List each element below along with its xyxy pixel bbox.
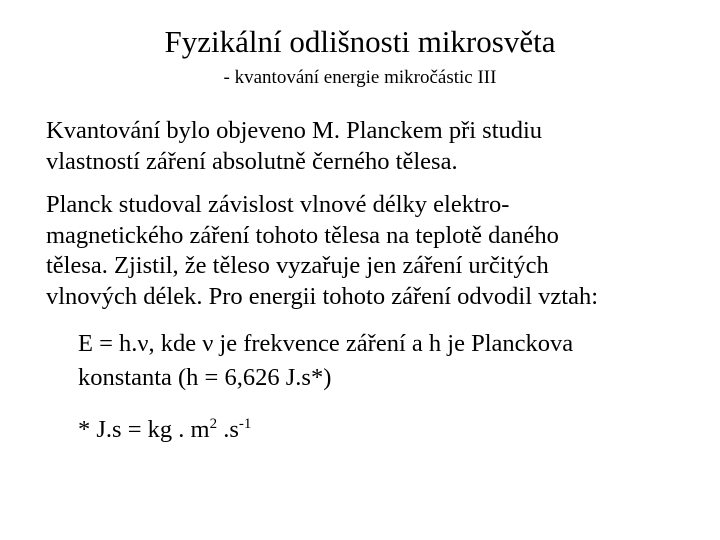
footnote-text: * J.s = kg . m	[78, 416, 210, 443]
paragraph-line: Planck studoval závislost vlnové délky elektro-	[46, 191, 510, 218]
slide-title: Fyzikální odlišnosti mikrosvěta	[164, 24, 556, 59]
paragraph-line: Kvantování bylo objeveno M. Planckem při studiu	[46, 117, 543, 144]
paragraph-planck-discovery	[46, 116, 696, 177]
paragraph-line: tělesa. Zjistil, že těleso vyzařuje jen záření určitých	[46, 252, 549, 279]
footnote-exponent: 2	[209, 416, 218, 432]
paragraph-line: magnetického záření tohoto tělesa na teplotě daného	[46, 221, 559, 249]
paragraph-line: vlastností záření absolutně černého tělesa.	[46, 147, 458, 175]
formula-line: E = h.ν, kde ν je frekvence záření a h je Planckova	[78, 330, 574, 357]
footnote-text: .s	[217, 416, 239, 443]
paragraph-planck-study	[46, 190, 696, 312]
slide-subtitle: - kvantování energie mikročástic III	[223, 67, 497, 88]
footnote-exponent: -1	[238, 416, 252, 432]
unit-footnote	[78, 414, 251, 446]
formula-line: konstanta (h = 6,626 J.s*)	[78, 364, 332, 391]
paragraph-line: vlnových délek. Pro energii tohoto záření odvodil vztah:	[46, 282, 599, 310]
formula-block	[78, 327, 698, 395]
